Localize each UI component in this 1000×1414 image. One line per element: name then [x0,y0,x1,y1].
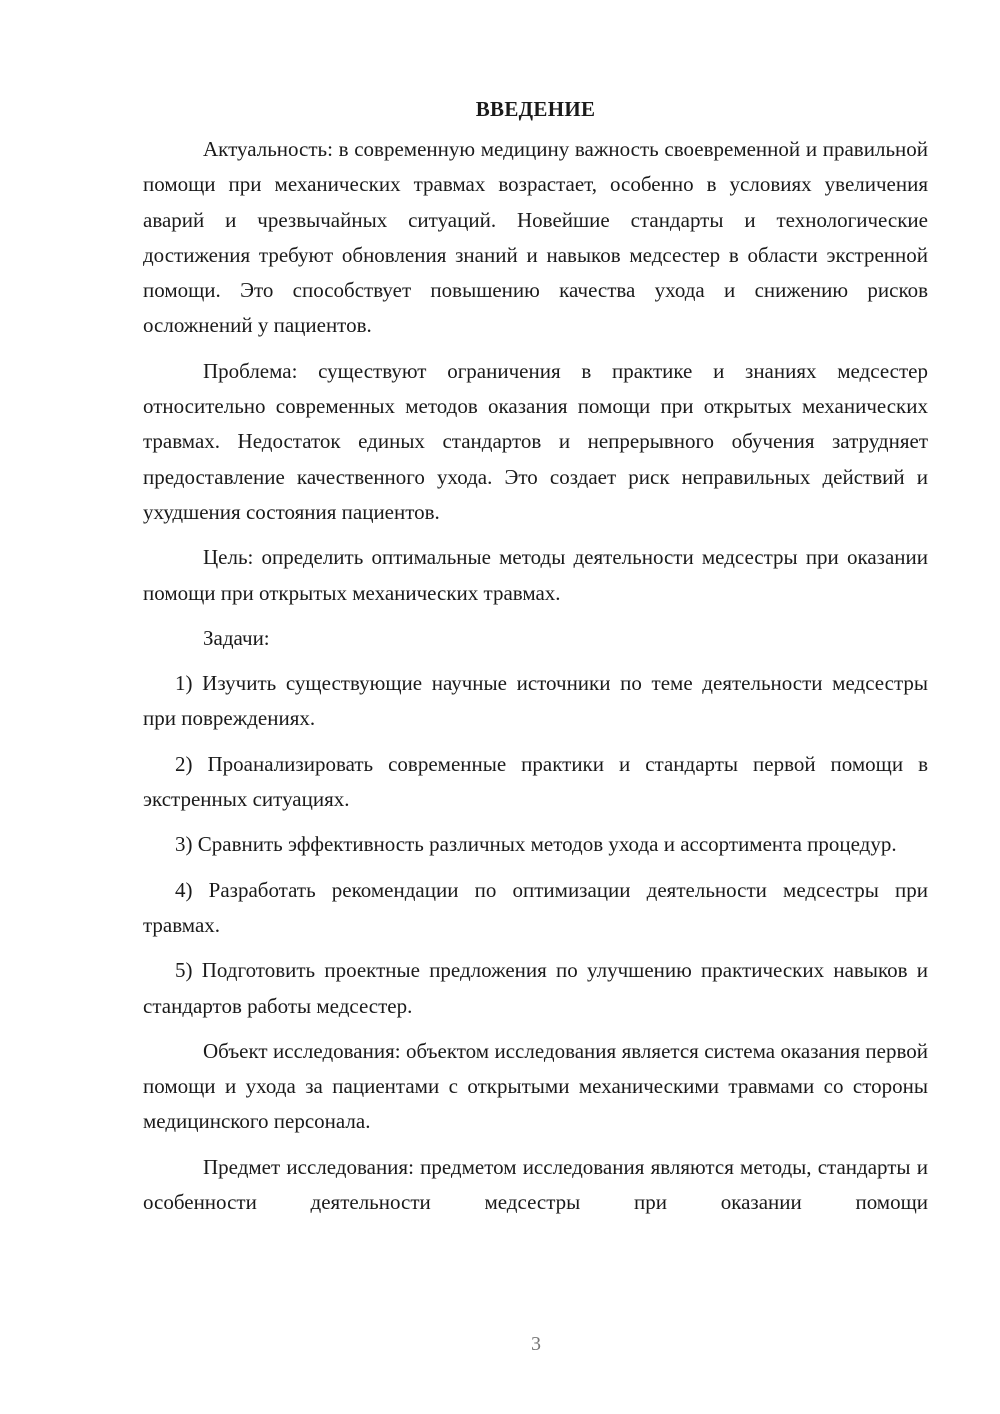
paragraph-object: Объект исследования: объектом исследования является система оказания первой помощи и ухода за пациентами с открытыми механическими травмами со стороны медицинского персонала. [143,1038,928,1134]
list-item: 4) Разработать рекомендации по оптимизации деятельности медсестры при травмах. [143,877,928,937]
list-item: 2) Проанализировать современные практики и стандарты первой помощи в экстренных ситуациях. [143,751,928,812]
paragraph-problem: Проблема: существуют ограничения в практике и знаниях медсестер относительно современных методов оказания помощи при открытых механических травмах. Недостаток единых стандартов и непрерывного обучения затрудняет предоставление качественного ухода. Это создает риск неправильных действий и ухудшения состояния пациентов. [143,358,928,524]
paragraph-relevance: Актуальность: в современную медицину важность своевременной и правильной помощи при механических травмах возрастает, особенно в условиях увеличения аварий и чрезвычайных ситуаций. Новейшие стандарты и технологические достижения требуют обновления знаний и навыков медсестер в области экстренной помощи. Это способствует повышению качества ухода и снижению рисков осложнений у пациентов. [143,137,928,338]
tasks-list [143,666,928,1024]
page-content [143,92,928,1230]
paragraph-subject: Предмет исследования: предметом исследования являются методы, стандарты и особенности деятельности медсестры при оказании помощи [143,1154,928,1215]
page-title: ВВЕДЕНИЕ [475,97,596,121]
page-number: 3 [531,1333,541,1355]
list-item: 1) Изучить существующие научные источники по теме деятельности медсестры при повреждениях. [143,671,928,731]
paragraph-goal: Цель: определить оптимальные методы деятельности медсестры при оказании помощи при открытых механических травмах. [143,545,928,605]
list-item: 3) Сравнить эффективность различных методов ухода и ассортимента процедур. [175,832,897,857]
tasks-heading: Задачи: [203,625,270,650]
list-item: 5) Подготовить проектные предложения по улучшению практических навыков и стандартов работы медсестер. [143,958,928,1018]
